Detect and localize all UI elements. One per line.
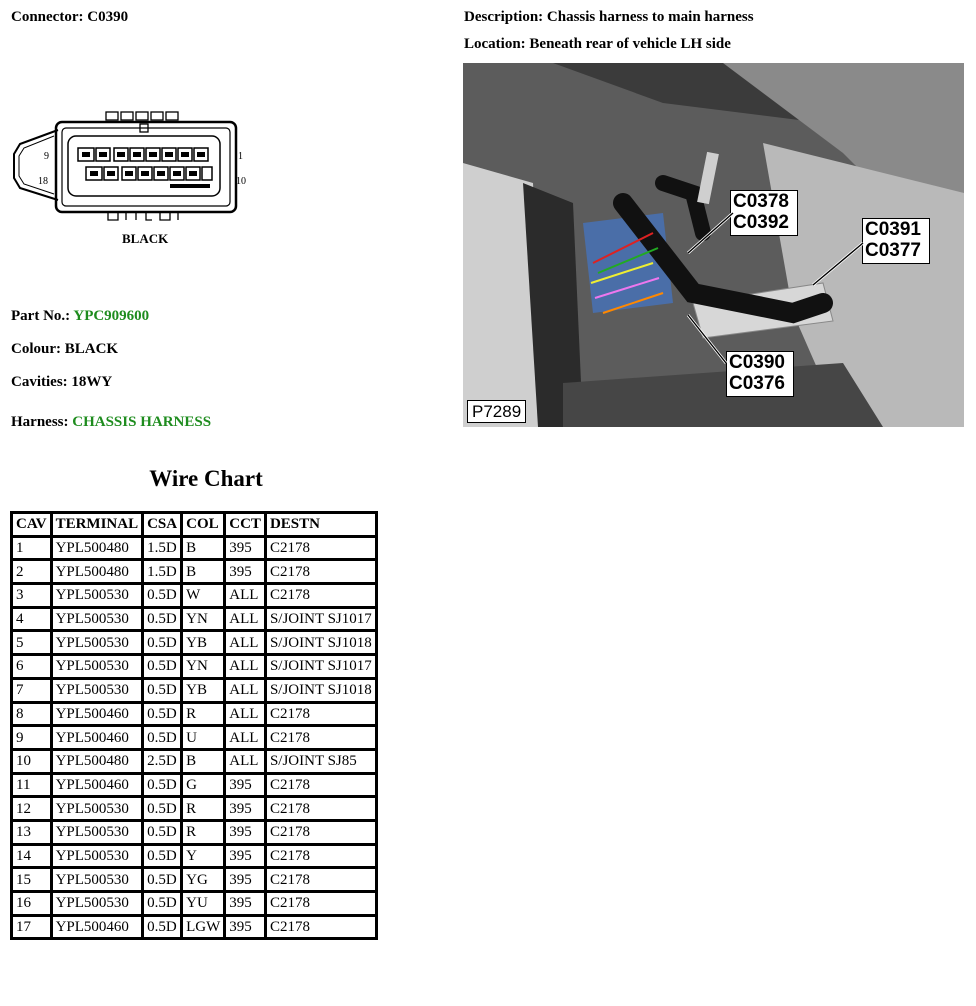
callout-c0390-c0376: C0390 C0376 — [726, 351, 794, 397]
cell-cct: ALL — [226, 609, 264, 630]
cell-col: W — [183, 585, 223, 606]
cell-col: LGW — [183, 917, 223, 938]
cell-cct: 395 — [226, 822, 264, 843]
cell-terminal: YPL500530 — [53, 680, 142, 701]
cell-col: YG — [183, 869, 223, 890]
cell-csa: 0.5D — [144, 869, 180, 890]
connector-heading: Connector: C0390 — [11, 9, 129, 25]
cell-col: B — [183, 538, 223, 559]
cell-cct: 395 — [226, 561, 264, 582]
cell-destn: C2178 — [267, 917, 375, 938]
cell-cct: ALL — [226, 704, 264, 725]
cell-destn: C2178 — [267, 798, 375, 819]
cell-col: YB — [183, 680, 223, 701]
cell-col: R — [183, 822, 223, 843]
cell-cct: ALL — [226, 727, 264, 748]
cell-destn: S/JOINT SJ1018 — [267, 680, 375, 701]
description-value: Chassis harness to main harness — [546, 9, 754, 25]
cell-csa: 0.5D — [144, 727, 180, 748]
cell-cav: 9 — [13, 727, 50, 748]
cell-destn: C2178 — [267, 893, 375, 914]
table-row — [13, 609, 375, 630]
cell-cct: 395 — [226, 775, 264, 796]
cell-destn: C2178 — [267, 846, 375, 867]
wire-chart-table — [10, 511, 378, 940]
table-row — [13, 917, 375, 938]
callout-c0378-c0392: C0378 C0392 — [730, 190, 798, 236]
cell-cav: 8 — [13, 704, 50, 725]
harness-line: Harness: CHASSIS HARNESS — [11, 414, 212, 430]
cell-terminal: YPL500460 — [53, 917, 142, 938]
location-line: Location: Beneath rear of vehicle LH side — [464, 36, 731, 52]
cell-destn: C2178 — [267, 585, 375, 606]
table-row — [13, 893, 375, 914]
cell-col: U — [183, 727, 223, 748]
cell-terminal: YPL500460 — [53, 775, 142, 796]
cell-destn: C2178 — [267, 727, 375, 748]
cell-csa: 0.5D — [144, 680, 180, 701]
harness-value: CHASSIS HARNESS — [72, 414, 212, 430]
header-cav: CAV — [13, 514, 50, 535]
cavities-value: 18WY — [71, 374, 113, 390]
cell-cct: ALL — [226, 680, 264, 701]
cell-terminal: YPL500530 — [53, 656, 142, 677]
cell-destn: S/JOINT SJ1017 — [267, 656, 375, 677]
cavities-line: Cavities: 18WY — [11, 374, 113, 390]
cell-cct: 395 — [226, 798, 264, 819]
cell-cav: 10 — [13, 751, 50, 772]
photo-ref-label: P7289 — [467, 400, 526, 423]
connector-id: C0390 — [87, 9, 129, 25]
cell-destn: C2178 — [267, 561, 375, 582]
cell-destn: C2178 — [267, 775, 375, 796]
cell-cav: 5 — [13, 632, 50, 653]
cell-terminal: YPL500530 — [53, 846, 142, 867]
cell-col: YB — [183, 632, 223, 653]
table-row — [13, 538, 375, 559]
wire-chart-title: Wire Chart — [149, 466, 263, 491]
cell-csa: 0.5D — [144, 585, 180, 606]
cell-cct: ALL — [226, 751, 264, 772]
cell-csa: 2.5D — [144, 751, 180, 772]
header-cct: CCT — [226, 514, 264, 535]
header-col: COL — [183, 514, 223, 535]
cell-cav: 14 — [13, 846, 50, 867]
cell-csa: 0.5D — [144, 846, 180, 867]
cell-cct: ALL — [226, 656, 264, 677]
table-row — [13, 727, 375, 748]
table-row — [13, 775, 375, 796]
cell-destn: S/JOINT SJ1017 — [267, 609, 375, 630]
cell-csa: 0.5D — [144, 798, 180, 819]
colour-line: Colour: BLACK — [11, 341, 119, 357]
cell-csa: 0.5D — [144, 893, 180, 914]
cell-terminal: YPL500480 — [53, 538, 142, 559]
table-row — [13, 680, 375, 701]
table-row — [13, 585, 375, 606]
cell-col: B — [183, 751, 223, 772]
part-no-value: YPC909600 — [73, 308, 150, 324]
colour-value: BLACK — [64, 341, 119, 357]
header-terminal: TERMINAL — [53, 514, 142, 535]
cell-cct: 395 — [226, 846, 264, 867]
callout-c0391-c0377: C0391 C0377 — [862, 218, 930, 264]
cell-cct: ALL — [226, 632, 264, 653]
cell-cav: 17 — [13, 917, 50, 938]
cell-cct: 395 — [226, 917, 264, 938]
cell-cct: 395 — [226, 538, 264, 559]
cell-terminal: YPL500530 — [53, 798, 142, 819]
pin-label-1: 1 — [238, 151, 243, 162]
cell-cav: 12 — [13, 798, 50, 819]
cell-terminal: YPL500460 — [53, 727, 142, 748]
cell-destn: C2178 — [267, 704, 375, 725]
cell-cct: ALL — [226, 585, 264, 606]
callout-arrows — [463, 63, 964, 427]
cell-cav: 3 — [13, 585, 50, 606]
cell-cav: 1 — [13, 538, 50, 559]
table-row — [13, 822, 375, 843]
wire-chart-body — [13, 538, 375, 938]
pin-label-18: 18 — [38, 176, 48, 187]
cell-cav: 15 — [13, 869, 50, 890]
cell-col: G — [183, 775, 223, 796]
cell-destn: S/JOINT SJ1018 — [267, 632, 375, 653]
table-row — [13, 751, 375, 772]
pin-label-10: 10 — [236, 176, 246, 187]
cell-destn: C2178 — [267, 822, 375, 843]
cell-terminal: YPL500460 — [53, 704, 142, 725]
table-row — [13, 869, 375, 890]
cell-destn: C2178 — [267, 869, 375, 890]
cell-terminal: YPL500530 — [53, 632, 142, 653]
cell-destn: S/JOINT SJ85 — [267, 751, 375, 772]
cell-cav: 2 — [13, 561, 50, 582]
description-line: Description: Chassis harness to main harness — [464, 9, 754, 25]
table-row — [13, 798, 375, 819]
cell-cav: 11 — [13, 775, 50, 796]
cell-col: B — [183, 561, 223, 582]
cell-cav: 7 — [13, 680, 50, 701]
cell-terminal: YPL500530 — [53, 893, 142, 914]
table-row — [13, 846, 375, 867]
cell-csa: 0.5D — [144, 609, 180, 630]
cell-csa: 0.5D — [144, 775, 180, 796]
cell-col: R — [183, 704, 223, 725]
location-photo — [463, 63, 964, 427]
cell-col: Y — [183, 846, 223, 867]
cell-csa: 0.5D — [144, 917, 180, 938]
header-destn: DESTN — [267, 514, 375, 535]
pin-label-9: 9 — [44, 151, 49, 162]
cell-csa: 0.5D — [144, 704, 180, 725]
cell-csa: 0.5D — [144, 656, 180, 677]
cell-col: YN — [183, 656, 223, 677]
cell-cav: 4 — [13, 609, 50, 630]
cell-csa: 1.5D — [144, 538, 180, 559]
table-row — [13, 704, 375, 725]
cell-terminal: YPL500480 — [53, 561, 142, 582]
cell-cav: 16 — [13, 893, 50, 914]
header-csa: CSA — [144, 514, 180, 535]
cell-cct: 395 — [226, 869, 264, 890]
part-no-line: Part No.: YPC909600 — [11, 308, 150, 324]
table-row — [13, 632, 375, 653]
cell-col: YU — [183, 893, 223, 914]
location-value: Beneath rear of vehicle LH side — [529, 36, 731, 52]
cell-cav: 13 — [13, 822, 50, 843]
cell-destn: C2178 — [267, 538, 375, 559]
cell-csa: 0.5D — [144, 822, 180, 843]
table-header-row — [13, 514, 375, 535]
cell-terminal: YPL500530 — [53, 609, 142, 630]
cell-terminal: YPL500530 — [53, 869, 142, 890]
cell-terminal: YPL500530 — [53, 822, 142, 843]
table-row — [13, 656, 375, 677]
table-row — [13, 561, 375, 582]
cell-csa: 0.5D — [144, 632, 180, 653]
cell-cct: 395 — [226, 893, 264, 914]
cell-csa: 1.5D — [144, 561, 180, 582]
cell-col: R — [183, 798, 223, 819]
cell-terminal: YPL500480 — [53, 751, 142, 772]
cell-cav: 6 — [13, 656, 50, 677]
connector-diagram — [10, 108, 250, 253]
cell-col: YN — [183, 609, 223, 630]
diagram-colour-label: BLACK — [122, 231, 169, 246]
cell-terminal: YPL500530 — [53, 585, 142, 606]
